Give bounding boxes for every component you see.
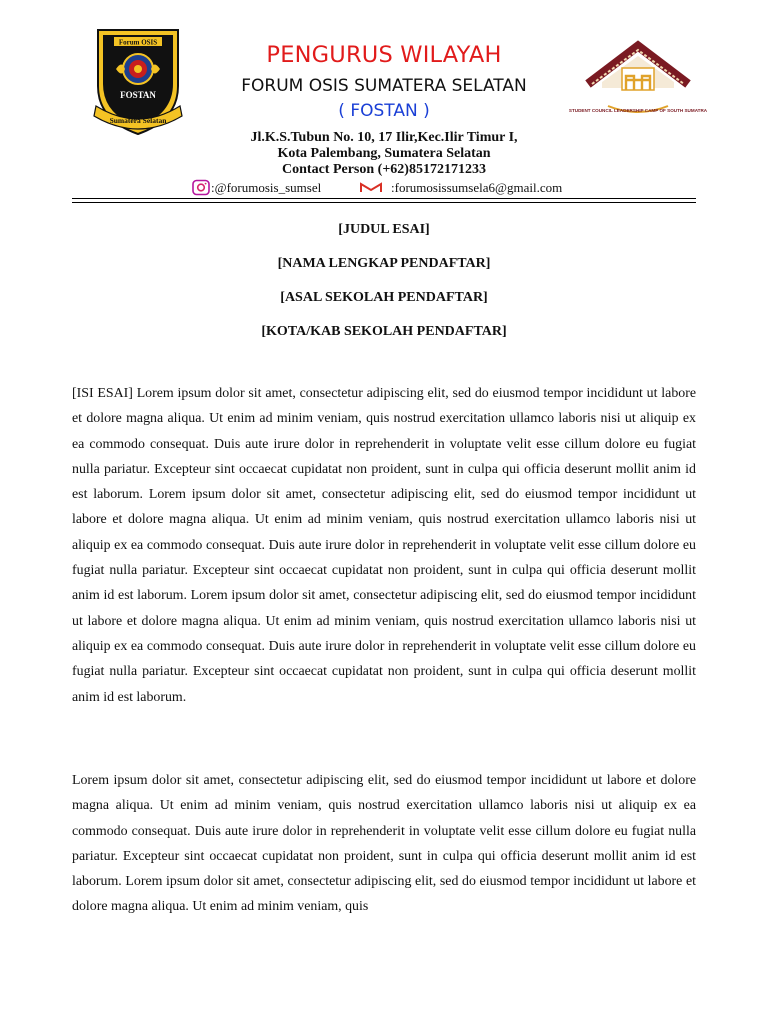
essay-paragraph-2: Lorem ipsum dolor sit amet, consectetur adipiscing elit, sed do eiusmod tempor incididunt ut labore et dolore magna aliqua. Ut enim ad minim veniam, quis nostrud exercitation ullamco laboris nisi ut aliquip ex ea commodo consequat. Duis aute irure dolor in reprehenderit in voluptate velit esse cillum dolore eu fugiat nulla pariatur. Excepteur sint occaecat cupidatat non proident, sunt in culpa qui officia deserunt mollit anim id est laborum. Lorem ipsum dolor sit amet, consectetur adipiscing elit, sed do eiusmod tempor incididunt ut labore et dolore magna aliqua. Ut enim ad minim veniam, quis	[72, 773, 696, 915]
email-address[interactable]: :forumosissumsela6@gmail.com	[391, 180, 563, 195]
applicant-school: [ASAL SEKOLAH PENDAFTAR]	[280, 290, 488, 305]
forum-osis-shield-logo	[92, 24, 184, 136]
applicant-city: [KOTA/KAB SEKOLAH PENDAFTAR]	[261, 324, 507, 339]
instagram-handle[interactable]: :@forumosis_sumsel	[211, 180, 322, 195]
letterhead-rule-thick	[72, 198, 696, 199]
social-contact-row	[184, 179, 594, 197]
address-line-1: Jl.K.S.Tubun No. 10, 17 Ilir,Kec.Ilir Timur I,	[250, 130, 518, 145]
letterhead-title: PENGURUS WILAYAH	[266, 42, 502, 68]
applicant-name: [NAMA LENGKAP PENDAFTAR]	[277, 256, 491, 271]
address-line-2: Kota Palembang, Sumatera Selatan	[277, 146, 491, 161]
student-council-roof-logo	[568, 38, 708, 130]
logo-ribbon-text: Sumatera Selatan	[109, 116, 167, 125]
logo-middle-text: FOSTAN	[120, 90, 156, 100]
letterhead-rule-thin	[72, 202, 696, 203]
roof-logo-caption: STUDENT COUNCIL LEADERSHIP CAMP OF SOUTH SUMATRA	[568, 108, 708, 113]
gmail-icon	[360, 183, 382, 193]
organization-abbreviation: ( FOSTAN )	[338, 101, 430, 121]
instagram-icon	[192, 180, 210, 195]
contact-person: Contact Person (+62)85172171233	[282, 162, 486, 177]
essay-title: [JUDUL ESAI]	[338, 222, 430, 237]
essay-paragraph-1: [ISI ESAI] Lorem ipsum dolor sit amet, consectetur adipiscing elit, sed do eiusmod tempor incididunt ut labore et dolore magna aliqua. Ut enim ad minim veniam, quis nostrud exercitation ullamco laboris nisi ut aliquip ex ea commodo consequat. Duis aute irure dolor in reprehenderit in voluptate velit esse cillum dolore eu fugiat nulla pariatur. Excepteur sint occaecat cupidatat non proident, sunt in culpa qui officia deserunt mollit anim id est laborum. Lorem ipsum dolor sit amet, consectetur adipiscing elit, sed do eiusmod tempor incididunt ut labore et dolore magna aliqua. Ut enim ad minim veniam, quis nostrud exercitation ullamco laboris nisi ut aliquip ex ea commodo consequat. Duis aute irure dolor in reprehenderit in voluptate velit esse cillum dolore eu fugiat nulla pariatur. Excepteur sint occaecat cupidatat non proident, sunt in culpa qui officia deserunt mollit anim id est laborum. Lorem ipsum dolor sit amet, consectetur adipiscing elit, sed do eiusmod tempor incididunt ut labore et dolore magna aliqua. Ut enim ad minim veniam, quis nostrud exercitation ullamco laboris nisi ut aliquip ex ea commodo consequat. Duis aute irure dolor in reprehenderit in voluptate velit esse cillum dolore eu fugiat nulla pariatur. Excepteur sint occaecat cupidatat non proident, sunt in culpa qui officia deserunt mollit anim id est laborum.	[72, 386, 696, 705]
logo-top-text: Forum OSIS	[118, 38, 158, 47]
organization-name: FORUM OSIS SUMATERA SELATAN	[241, 76, 527, 96]
